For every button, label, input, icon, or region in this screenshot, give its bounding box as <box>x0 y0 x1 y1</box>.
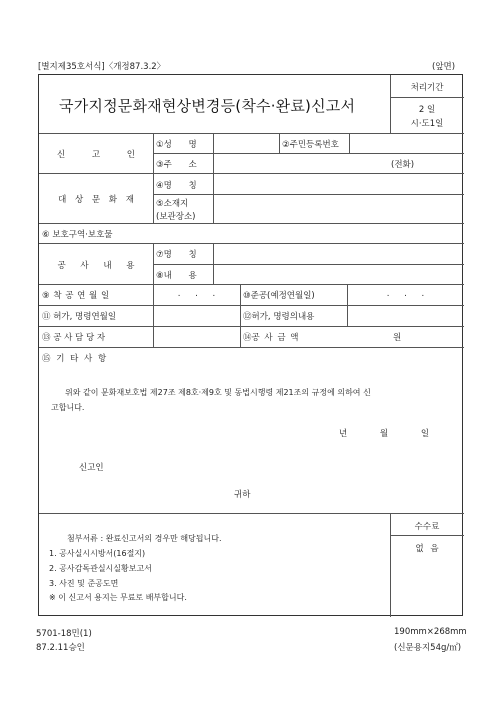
heritage-name-field[interactable] <box>215 175 463 193</box>
form-title: 국가지정문화재현상변경등(착수·완료)신고서 <box>59 97 356 115</box>
attachment-item-1: 1. 공사실시시방서(16절지) <box>49 549 146 558</box>
manager-field[interactable] <box>154 327 239 346</box>
fee-value: 없 음 <box>415 544 439 554</box>
work-content-label: ⑧내 용 <box>156 271 197 281</box>
phone-label: (전화) <box>391 160 415 170</box>
permit-date-field[interactable] <box>154 306 239 325</box>
work-section-label: 공 사 내 용 <box>57 261 135 271</box>
declaration-line-2: 고합니다. <box>51 403 85 412</box>
work-name-label: ⑦명 칭 <box>156 250 197 260</box>
declaration-line-1: 위와 같이 문화재보호법 제27조 제8호·제9호 및 동법시행령 제21조의 규정에 의하여 신 <box>65 388 371 397</box>
amount-unit: 원 <box>393 333 402 343</box>
finish-date-label: ⑩준공(예정연월일) <box>243 291 315 301</box>
reporter-section-label: 신 고 인 <box>56 150 136 160</box>
finish-date-value[interactable]: . . . <box>386 289 425 299</box>
storage-place-label: (보관장소) <box>156 212 196 222</box>
address-label: ③주 소 <box>156 160 197 170</box>
reporter-signature-label: 신고인 <box>79 463 104 473</box>
start-date-value[interactable]: . . . <box>177 289 216 299</box>
paper-size: 190mm×268mm <box>394 627 467 637</box>
attachments-header: 첨부서류 : 완료신고서의 경우만 해당됩니다. <box>67 534 222 543</box>
work-content-field[interactable] <box>215 265 463 283</box>
page-side: (앞면) <box>432 62 456 72</box>
processing-period-label: 처리기간 <box>410 83 444 93</box>
permit-date-label: ⑪ 허가, 명령연월일 <box>42 312 117 322</box>
approval-date: 87.2.11승인 <box>36 643 85 653</box>
addressee-label: 귀하 <box>234 490 251 500</box>
address-field[interactable] <box>215 154 463 172</box>
processing-period-dept: 시·도1일 <box>410 119 444 129</box>
etc-field[interactable] <box>154 349 463 367</box>
rrn-label: ②주민등록번호 <box>282 140 339 150</box>
fee-label: 수수료 <box>414 522 440 532</box>
free-distribution-note: ※ 이 신고서 용지는 무료로 배부합니다. <box>49 593 187 602</box>
permit-content-field[interactable] <box>348 306 463 325</box>
amount-label: ⑭공 사 금 액 <box>243 333 299 343</box>
declaration-date[interactable]: 년 월 일 <box>339 429 430 439</box>
heritage-section-label: 대 상 문 화 재 <box>58 195 134 205</box>
attachment-item-3: 3. 사진 및 준공도면 <box>49 579 119 588</box>
etc-label: ⑮ 기 타 사 항 <box>42 354 107 364</box>
heritage-name-label: ④명 칭 <box>156 181 197 191</box>
protection-zone-label: ⑥ 보호구역·보호물 <box>42 230 113 240</box>
work-name-field[interactable] <box>215 244 463 263</box>
name-field[interactable] <box>215 134 278 152</box>
name-label: ①성 명 <box>156 140 197 150</box>
location-label: ⑤소재지 <box>156 199 189 209</box>
processing-period-days: 2 일 <box>418 105 436 115</box>
rrn-field[interactable] <box>351 134 463 152</box>
manager-label: ⑬ 공 사 담 당 자 <box>42 333 106 343</box>
form-code: 5701-18민(1) <box>36 629 92 639</box>
protection-zone-field[interactable] <box>154 224 463 242</box>
paper-type: (신문용지54g/㎡) <box>394 643 462 653</box>
form-number: [별지제35호서식]〈개정87.3.2〉 <box>38 62 166 72</box>
start-date-label: ⑨ 착 공 연 월 일 <box>42 291 110 301</box>
attachment-item-2: 2. 공사감독관실시실황보고서 <box>49 564 152 573</box>
report-form <box>38 74 463 616</box>
permit-content-label: ⑫허가, 명령의내용 <box>243 312 315 322</box>
location-field[interactable] <box>215 195 463 222</box>
